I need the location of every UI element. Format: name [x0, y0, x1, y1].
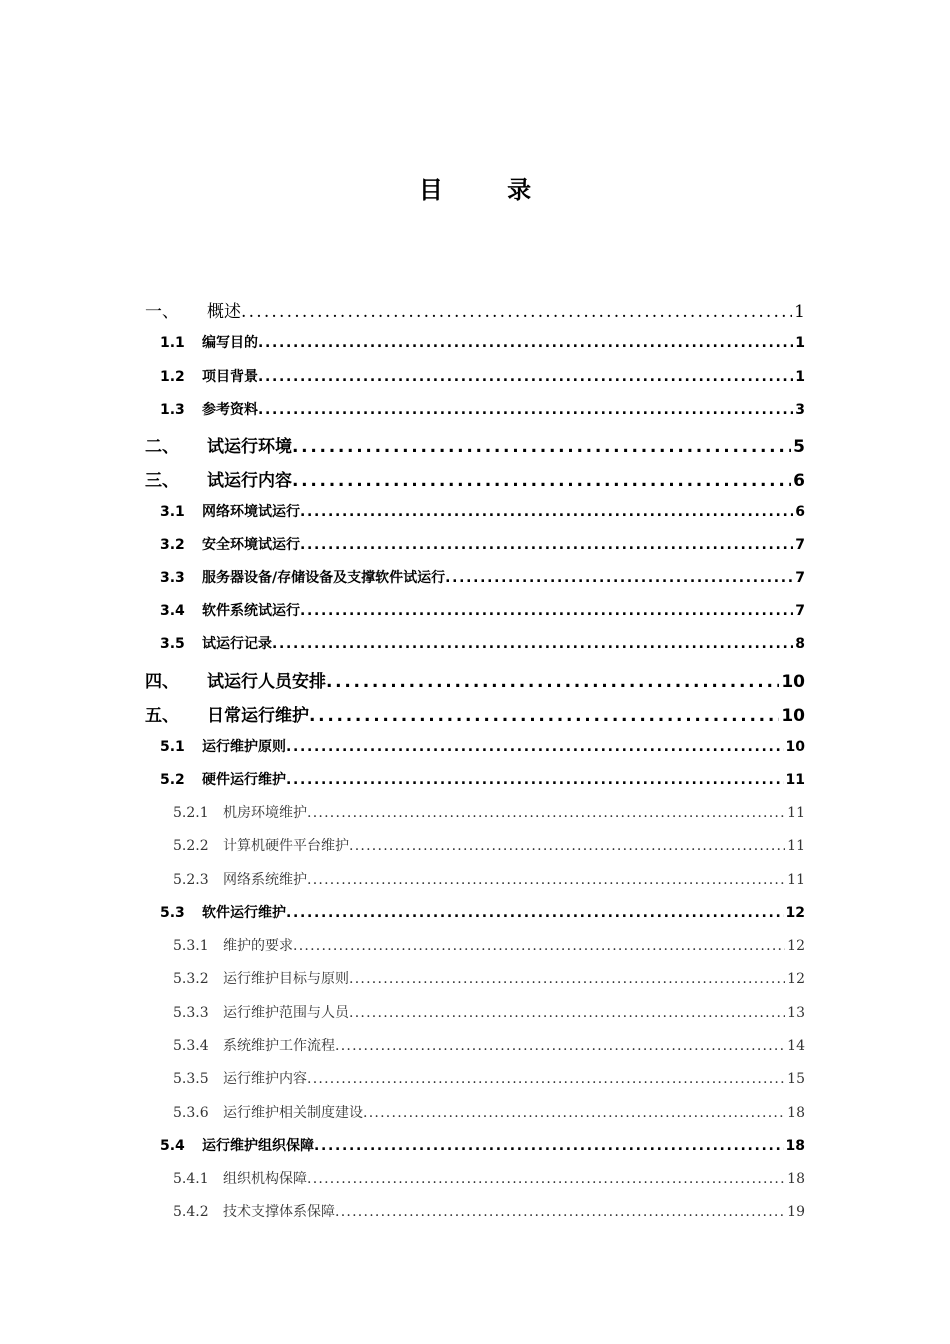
toc-entry-page: 7 — [795, 537, 805, 553]
toc-entry-page: 1 — [795, 335, 805, 351]
toc-entry[interactable] — [160, 600, 805, 620]
toc-entry-title: 网络环境试运行 — [202, 504, 300, 520]
toc-entry-page: 11 — [787, 805, 805, 821]
toc-entry[interactable] — [160, 501, 805, 521]
toc-entry[interactable] — [160, 332, 805, 352]
toc-entry-page: 12 — [787, 971, 805, 987]
toc-leader-dots — [363, 1105, 785, 1121]
toc-entry-page: 1 — [794, 302, 805, 322]
toc-entry-page: 8 — [795, 636, 805, 652]
toc-entry[interactable] — [173, 935, 805, 955]
toc-entry-title: 试运行人员安排 — [207, 672, 326, 692]
toc-entry[interactable] — [160, 567, 805, 587]
toc-entry-number: 1.3 — [160, 402, 185, 418]
toc-entry[interactable] — [173, 1035, 805, 1055]
toc-entry[interactable] — [173, 1168, 805, 1188]
toc-entry-title: 安全环境试运行 — [202, 537, 300, 553]
toc-entry-title: 运行维护目标与原则 — [223, 971, 349, 987]
toc-entry-title: 试运行内容 — [207, 471, 292, 491]
toc-entry-title: 日常运行维护 — [207, 706, 309, 726]
toc-leader-dots — [307, 805, 785, 821]
toc-leader-dots — [286, 905, 784, 921]
toc-entry-title: 参考资料 — [202, 402, 258, 418]
toc-entry-number: 1.1 — [160, 335, 185, 351]
toc-entry-title: 硬件运行维护 — [202, 772, 286, 788]
toc-entry-page: 13 — [787, 1005, 805, 1021]
toc-leader-dots — [307, 1171, 785, 1187]
toc-entry-number: 3.4 — [160, 603, 185, 619]
toc-entry-number: 1.2 — [160, 369, 185, 385]
toc-entry[interactable] — [160, 534, 805, 554]
toc-entry-page: 6 — [793, 471, 805, 491]
toc-entry-page: 3 — [795, 402, 805, 418]
toc-entry-page: 7 — [795, 570, 805, 586]
toc-entry-page: 18 — [785, 1138, 805, 1154]
toc-entry-number: 5.3.4 — [173, 1038, 209, 1054]
toc-entry-page: 15 — [787, 1071, 805, 1087]
toc-entry[interactable] — [173, 1201, 805, 1221]
toc-entry-number: 三、 — [145, 471, 179, 491]
toc-entry-page: 11 — [785, 772, 805, 788]
toc-entry-title: 运行维护原则 — [202, 739, 286, 755]
toc-entry-title: 软件系统试运行 — [202, 603, 300, 619]
toc-entry-title: 运行维护相关制度建设 — [223, 1105, 363, 1121]
toc-entry-number: 四、 — [145, 672, 179, 692]
toc-entry-title: 运行维护组织保障 — [202, 1138, 314, 1154]
toc-entry-title: 系统维护工作流程 — [223, 1038, 335, 1054]
toc-entry-page: 11 — [787, 838, 805, 854]
toc-leader-dots — [258, 402, 793, 418]
toc-leader-dots — [293, 938, 785, 954]
toc-entry-page: 18 — [787, 1105, 805, 1121]
toc-entry-number: 5.2.1 — [173, 805, 209, 821]
toc-entry-page: 12 — [787, 938, 805, 954]
toc-leader-dots — [258, 369, 793, 385]
toc-leader-dots — [292, 471, 791, 491]
toc-leader-dots — [300, 504, 793, 520]
toc-entry-title: 技术支撑体系保障 — [223, 1204, 335, 1220]
toc-entry-number: 5.3.6 — [173, 1105, 209, 1121]
toc-entry[interactable] — [173, 869, 805, 889]
toc-entry-number: 5.2.2 — [173, 838, 209, 854]
toc-entry-number: 5.3.2 — [173, 971, 209, 987]
toc-entry-page: 12 — [785, 905, 805, 921]
toc-entry[interactable] — [173, 1102, 805, 1122]
toc-entry[interactable] — [145, 466, 805, 491]
toc-entry-title: 计算机硬件平台维护 — [223, 838, 349, 854]
toc-leader-dots — [292, 437, 791, 457]
toc-entry[interactable] — [160, 736, 805, 756]
toc-leader-dots — [286, 772, 784, 788]
toc-entry-number: 五、 — [145, 706, 179, 726]
toc-entry-page: 11 — [787, 872, 805, 888]
toc-entry-number: 3.5 — [160, 636, 185, 652]
toc-leader-dots — [300, 603, 793, 619]
toc-leader-dots — [272, 636, 793, 652]
toc-entry[interactable] — [145, 297, 805, 322]
toc-entry-number: 3.3 — [160, 570, 185, 586]
toc-entry-page: 18 — [787, 1171, 805, 1187]
toc-entry-page: 10 — [781, 672, 805, 692]
toc-leader-dots — [349, 971, 785, 987]
toc-leader-dots — [349, 838, 785, 854]
toc-entry-number: 5.4.1 — [173, 1171, 209, 1187]
toc-leader-dots — [335, 1204, 785, 1220]
toc-entry[interactable] — [160, 399, 805, 419]
toc-entry-number: 5.3.3 — [173, 1005, 209, 1021]
toc-entry[interactable] — [160, 366, 805, 386]
toc-entry-number: 5.1 — [160, 739, 185, 755]
toc-entry[interactable] — [160, 769, 805, 789]
toc-entry-title: 试运行记录 — [202, 636, 272, 652]
toc-entry[interactable] — [173, 1068, 805, 1088]
toc-entry[interactable] — [160, 902, 805, 922]
toc-entry-number: 5.4 — [160, 1138, 185, 1154]
toc-entry-page: 5 — [793, 437, 805, 457]
toc-entry-page: 19 — [787, 1204, 805, 1220]
toc-entry[interactable] — [173, 835, 805, 855]
toc-entry-number: 一、 — [145, 302, 179, 322]
toc-entry-title: 概述 — [207, 302, 241, 322]
toc-leader-dots — [349, 1005, 785, 1021]
toc-entry-number: 5.3.5 — [173, 1071, 209, 1087]
toc-entry-title: 组织机构保障 — [223, 1171, 307, 1187]
toc-entry[interactable] — [145, 701, 805, 726]
toc-entry-page: 6 — [795, 504, 805, 520]
toc-leader-dots — [258, 335, 793, 351]
toc-entry[interactable] — [160, 633, 805, 653]
toc-entry-number: 3.1 — [160, 504, 185, 520]
toc-entry-number: 5.2.3 — [173, 872, 209, 888]
toc-entry-title: 软件运行维护 — [202, 905, 286, 921]
toc-leader-dots — [309, 706, 779, 726]
toc-entry[interactable] — [173, 1002, 805, 1022]
toc-entry-title: 编写目的 — [202, 335, 258, 351]
toc-entry-title: 试运行环境 — [207, 437, 292, 457]
toc-entry-title: 项目背景 — [202, 369, 258, 385]
toc-entry-page: 10 — [781, 706, 805, 726]
toc-entry-title: 维护的要求 — [223, 938, 293, 954]
toc-entry-title: 服务器设备/存储设备及支撑软件试运行 — [202, 570, 446, 586]
toc-leader-dots — [314, 1138, 784, 1154]
toc-entry[interactable] — [145, 432, 805, 457]
toc-entry-number: 5.4.2 — [173, 1204, 209, 1220]
toc-leader-dots — [241, 302, 792, 322]
toc-leader-dots — [326, 672, 779, 692]
toc-entry-number: 二、 — [145, 437, 179, 457]
page-title: 目 录 — [418, 176, 560, 204]
toc-entry-number: 5.3.1 — [173, 938, 209, 954]
toc-entry-title: 运行维护内容 — [223, 1071, 307, 1087]
toc-entry[interactable] — [173, 968, 805, 988]
toc-entry-number: 3.2 — [160, 537, 185, 553]
toc-leader-dots — [307, 1071, 785, 1087]
toc-entry-page: 7 — [795, 603, 805, 619]
toc-entry[interactable] — [160, 1135, 805, 1155]
toc-entry-number: 5.2 — [160, 772, 185, 788]
toc-entry-page: 14 — [787, 1038, 805, 1054]
toc-entry[interactable] — [173, 802, 805, 822]
toc-entry-title: 运行维护范围与人员 — [223, 1005, 349, 1021]
toc-entry-number: 5.3 — [160, 905, 185, 921]
toc-leader-dots — [307, 872, 785, 888]
toc-leader-dots — [286, 739, 784, 755]
toc-leader-dots — [445, 570, 793, 586]
toc-entry[interactable] — [145, 667, 805, 692]
toc-entry-page: 10 — [785, 739, 805, 755]
toc-entry-title: 网络系统维护 — [223, 872, 307, 888]
toc-leader-dots — [300, 537, 793, 553]
toc-leader-dots — [335, 1038, 785, 1054]
toc-entry-title: 机房环境维护 — [223, 805, 307, 821]
toc-entry-page: 1 — [795, 369, 805, 385]
